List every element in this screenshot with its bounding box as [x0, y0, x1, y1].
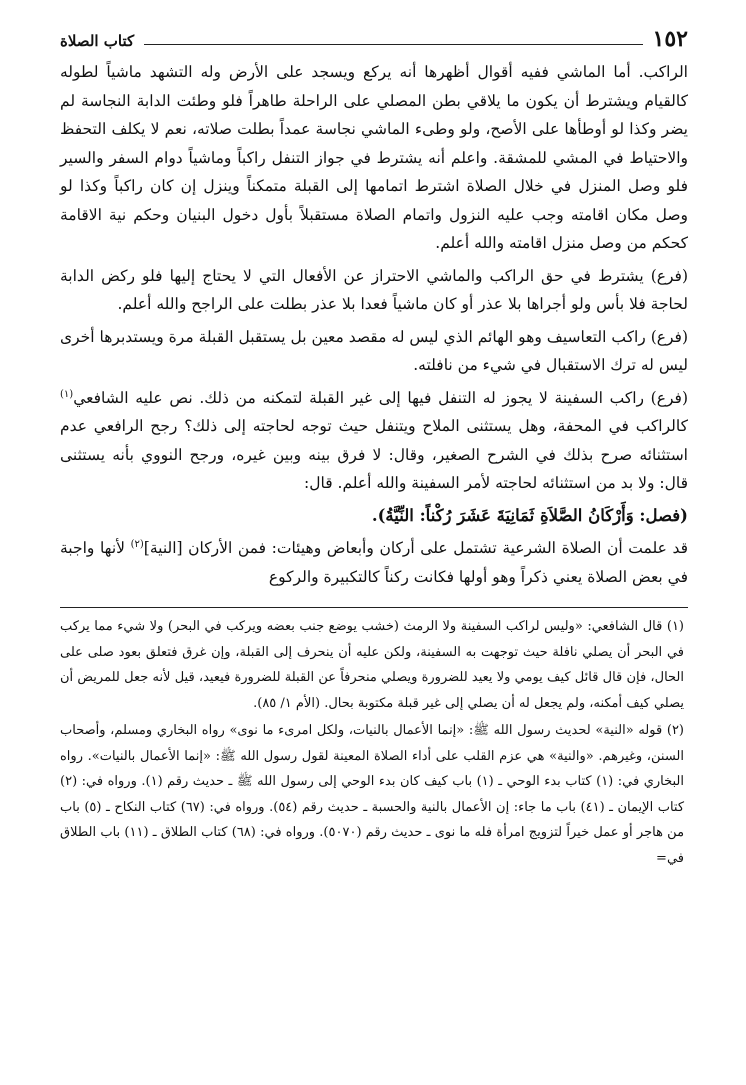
- paragraph-rider-walker: الراكب. أما الماشي ففيه أقوال أظهرها أنه يركع ويسجد على الأرض وله التشهد ماشياً لطوله كالقيام ويشترط أن يكون ما يلاقي بطن المصلي على الراحلة طاهراً فلو وطئت الدابة النجاسة لم يضر وكذا لو أوطأها على الأصح، ولو وطىء الماشي نجاسة عمداً بطلت صلاته، نعم لا يكلف التحفظ والاحتياط في المشي للمشقة. واعلم أنه يشترط في جواز التنفل راكباً وماشياً دوام السفر والسير فلو وصل المنزل في خلال الصلاة اشترط اتمامها إلى القبلة متمكناً وينزل إن كان راكباً وكذا لو وصل مكان اقامته وجب عليه النزول واتمام الصلاة مستقبلاً بأول دخول البنيان وحكم نية الاقامة كحكم من وصل منزل اقامته والله أعلم.: [60, 63, 688, 252]
- section-heading-pillars: (فصل: وَأَرْكَانُ الصَّلاَةِ ثَمَانِيَةَ عَشَرَ رُكْناً: النِّيَّةُ).: [371, 505, 688, 525]
- ship-text-b: كالراكب في المحفة، وهل يستثنى الملاح ويتنفل حيث توجه لحاجته إلى ذلك؟ رجح الرافعي عدم استثنائه صرح بذلك في الشرح الصغير، وقال: لا فرق بينه وبين غيره، ورجح النووي بأنه يستثنى قال: ولا بد من استثنائه لحاجته لأمر السفينة والله أعلم. قال:: [60, 417, 688, 492]
- header-rule: [144, 44, 642, 45]
- ship-text-a: (فرع) راكب السفينة لا يجوز له التنفل فيها إلى غير القبلة لتمكنه من ذلك. نص عليه الشافعي: [73, 388, 688, 407]
- pillars-text-b: لأنها واجبة في بعض الصلاة يعني ذكراً وهو أولها فكانت ركناً كالتكبيرة والركوع: [60, 539, 688, 586]
- footnote-ref-2[interactable]: (٢): [130, 538, 144, 550]
- pillars-text-a: قد علمت أن الصلاة الشرعية تشتمل على أركان وأبعاض وهيئات: فمن الأركان [النية]: [143, 539, 688, 557]
- running-title: كتاب الصلاة: [60, 32, 135, 50]
- footnote-2: (٢) قوله «النية» لحديث رسول الله ﷺ: «إنما الأعمال بالنيات، ولكل امرىء ما نوى» رواه البخاري ومسلم، وأصحاب السنن، وغيرهم. «والنية» هي عزم القلب على أداء الصلاة المعينة لقول رسول الله ﷺ: «إنما الأعمال بالنيات». رواه البخاري في: (١) كتاب بدء الوحي ـ (١) باب كيف كان بدء الوحي إلى رسول الله ﷺ ـ حديث رقم (١). ورواه في: (٢) كتاب الإيمان ـ (٤١) باب ما جاء: إن الأعمال بالنية والحسبة ـ حديث رقم (٥٤). ورواه في: (٦٧) كتاب النكاح ـ (٥) باب من هاجر أو عمل خيراً لتزويج امرأة فله ما نوى ـ حديث رقم (٥٠٧٠). ورواه في: (٦٨) كتاب الطلاق ـ (١١) باب الطلاق في=: [60, 723, 685, 866]
- paragraph-branch-ship: [60, 384, 688, 498]
- footnotes: [60, 614, 688, 871]
- paragraph-branch-movements: (فرع) يشترط في حق الراكب والماشي الاحتراز عن الأفعال التي لا يحتاج إليها فلو ركض الدابة لحاجة فلا بأس ولو أجراها بلا عذر أو كان ماشياً فعدا بلا عذر بطلت على الراجح والله أعلم.: [60, 266, 688, 313]
- page-number: ١٥٢: [652, 26, 688, 52]
- page-header: [60, 22, 688, 52]
- footnote-separator: [60, 607, 688, 608]
- main-text: [60, 58, 688, 591]
- paragraph-pillars: [60, 534, 688, 591]
- paragraph-branch-wanderer: (فرع) راكب التعاسيف وهو الهائم الذي ليس له مقصد معين بل يستقبل القبلة مرة ويستدبرها أخرى ليس له ترك الاستقبال في شيء من نافلته.: [60, 327, 688, 374]
- footnote-1: (١) قال الشافعي: «وليس لراكب السفينة ولا الرمث (خشب يوضع جنب بعضه ويركب في البحر) ولا شيء مما يركب في البحر أن يصلي نافلة حيث توجهت به السفينة، ولكن عليه أن ينحرف إلى القبلة، وإن غرق فتعلق بعود صلى على الحال، فإن قال قائل كيف يومي ولا يعيد للضرورة ويصلي منحرفاً عن القبلة للضرورة فيعيد، قيل لأنه جعل للمريض أن يصلي كيف أمكنه، ولم يجعل له أن يصلي إلى غير قبلة مكتوبة بحال. (الأم ١/ ٨٥).: [60, 619, 684, 711]
- footnote-ref-1[interactable]: (١): [60, 388, 74, 400]
